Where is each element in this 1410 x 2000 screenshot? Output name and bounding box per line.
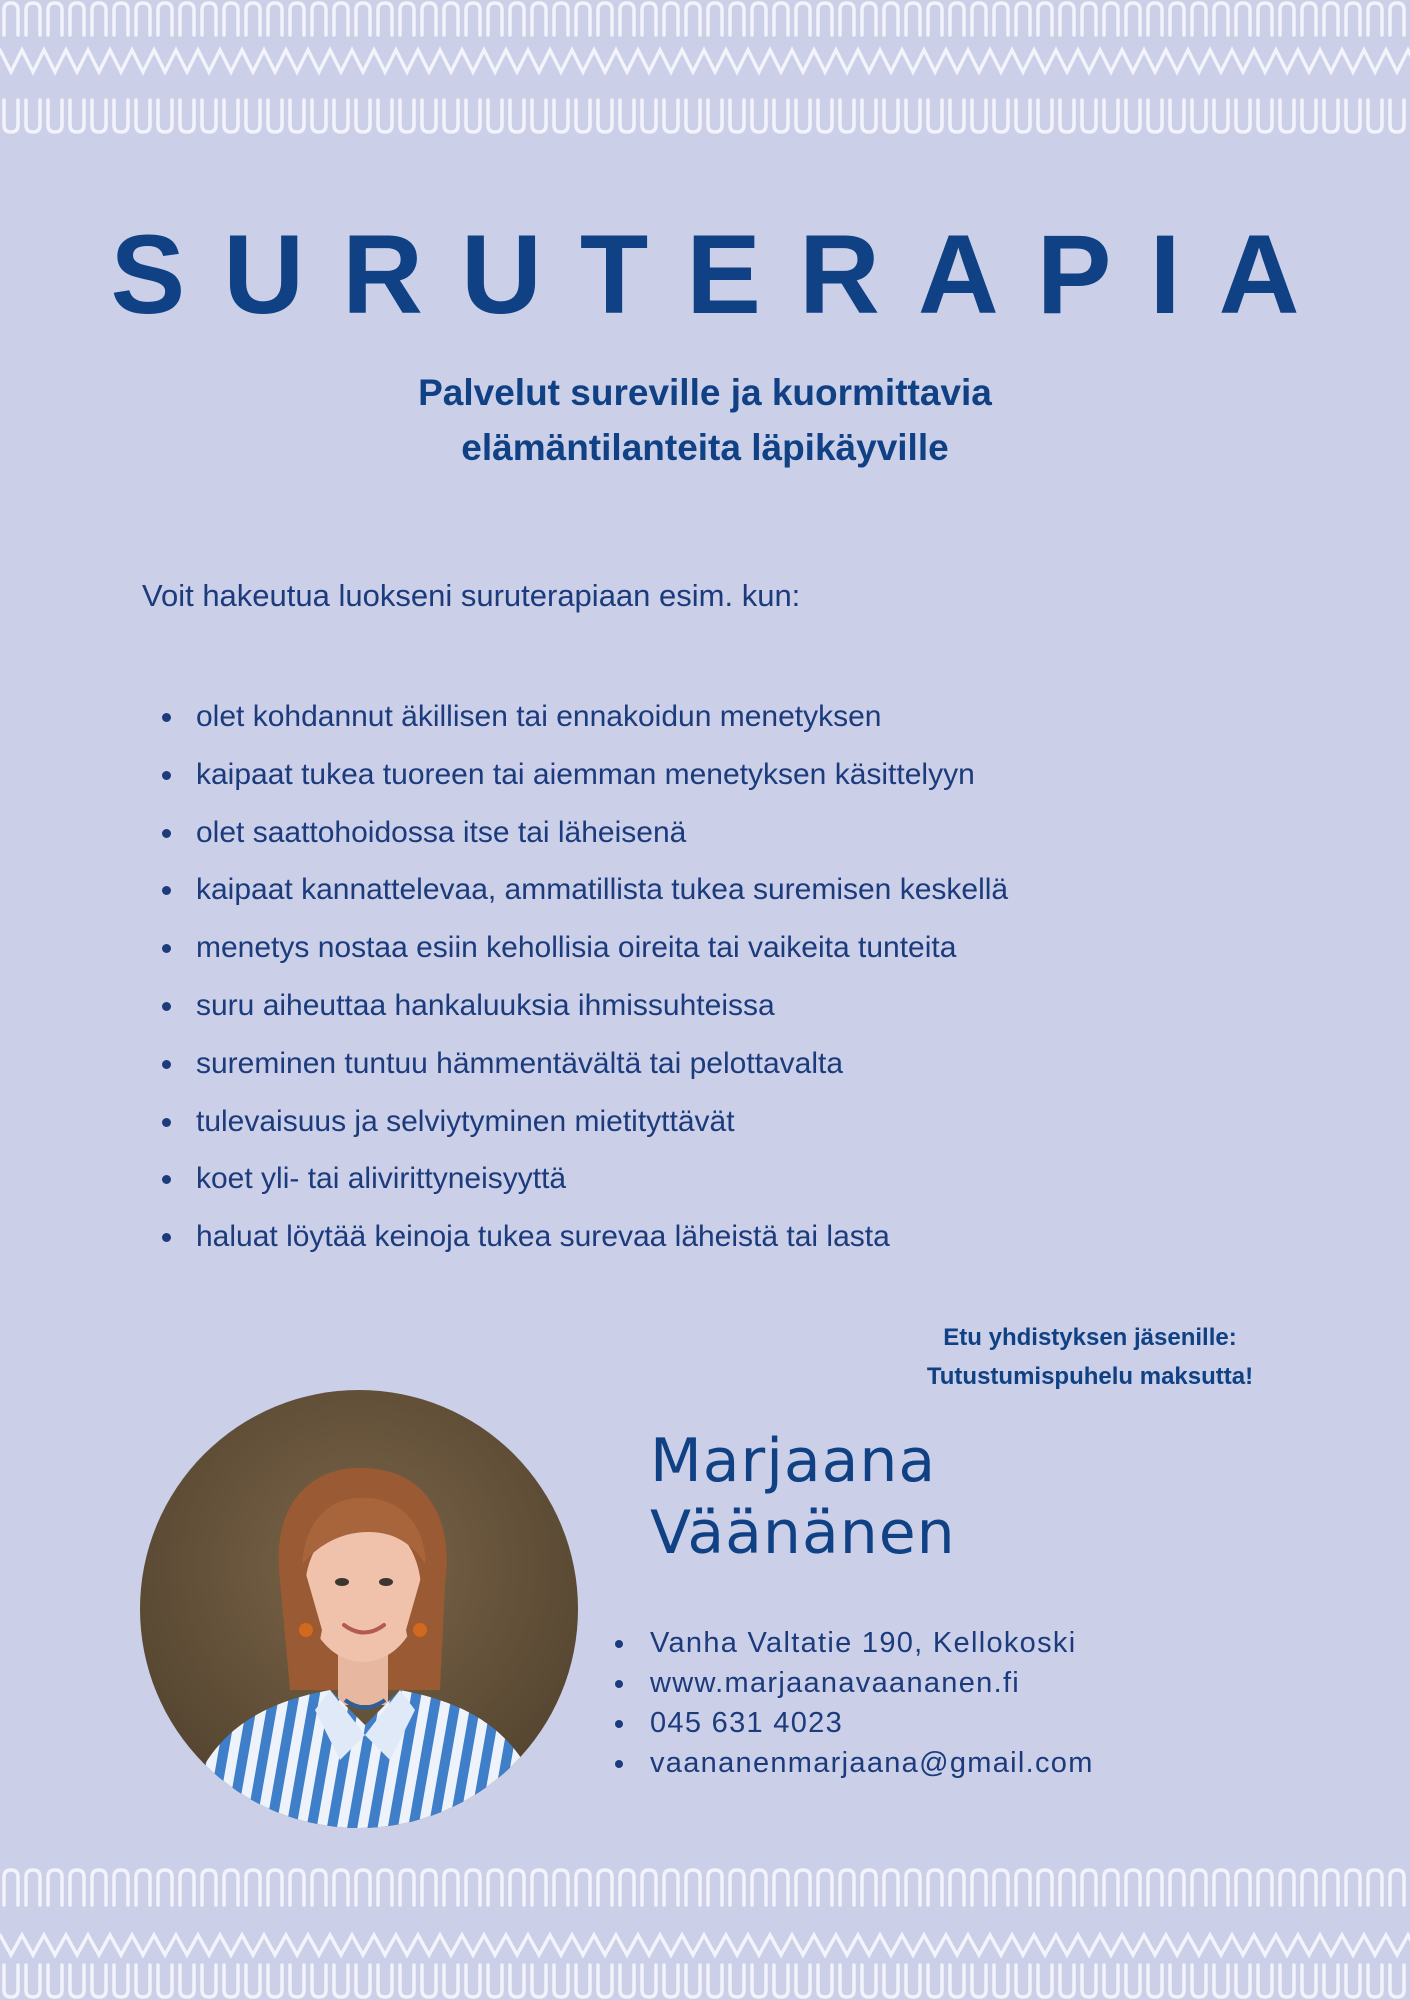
decorative-pattern-path bbox=[0, 1870, 1410, 1997]
subtitle bbox=[0, 365, 1410, 475]
benefit-line-1: Etu yhdistyksen jäsenille: bbox=[943, 1324, 1237, 1351]
subtitle-line-2: elämäntilanteita läpikäyville bbox=[461, 427, 949, 468]
reason-item: olet saattohoidossa itse tai läheisenä bbox=[142, 804, 1008, 862]
reason-item: sureminen tuntuu hämmentävältä tai pelottavalta bbox=[142, 1035, 1008, 1093]
reason-item: kaipaat kannattelevaa, ammatillista tukea suremisen keskellä bbox=[142, 861, 1008, 919]
reason-item: menetys nostaa esiin kehollisia oireita tai vaikeita tunteita bbox=[142, 919, 1008, 977]
therapist-name bbox=[650, 1425, 956, 1569]
first-name: Marjaana bbox=[650, 1426, 937, 1496]
reason-item: koet yli- tai alivirittyneisyyttä bbox=[142, 1150, 1008, 1208]
subtitle-line-1: Palvelut sureville ja kuormittavia bbox=[418, 372, 992, 413]
reason-item: tulevaisuus ja selviytyminen mietityttävät bbox=[142, 1093, 1008, 1151]
portrait-photo bbox=[140, 1390, 578, 1828]
contact-email-link[interactable]: vaananenmarjaana@gmail.com bbox=[612, 1743, 1094, 1783]
bottom-decorative-pattern bbox=[0, 1865, 1410, 2000]
reason-item: suru aiheuttaa hankaluuksia ihmissuhteissa bbox=[142, 977, 1008, 1035]
contact-address: Vanha Valtatie 190, Kellokoski bbox=[612, 1623, 1094, 1663]
reason-item: haluat löytää keinoja tukea surevaa läheistä tai lasta bbox=[142, 1208, 1008, 1266]
last-name: Väänänen bbox=[650, 1498, 956, 1568]
contact-website-link[interactable]: www.marjaanavaananen.fi bbox=[612, 1663, 1094, 1703]
decorative-pattern-path bbox=[0, 3, 1410, 132]
benefit-line-2: Tutustumispuhelu maksutta! bbox=[926, 1363, 1254, 1390]
top-decorative-pattern bbox=[0, 0, 1410, 135]
reason-item: olet kohdannut äkillisen tai ennakoidun menetyksen bbox=[142, 688, 1008, 746]
page-title: SURUTERAPIA bbox=[110, 212, 1338, 337]
reasons-list bbox=[142, 688, 1008, 1266]
intro-text: Voit hakeutua luokseni suruterapiaan esim. kun: bbox=[142, 578, 801, 613]
member-benefit bbox=[850, 1318, 1330, 1396]
reason-item: kaipaat tukea tuoreen tai aiemman menetyksen käsittelyyn bbox=[142, 746, 1008, 804]
contact-phone[interactable]: 045 631 4023 bbox=[612, 1703, 1094, 1743]
contact-list bbox=[612, 1623, 1094, 1783]
